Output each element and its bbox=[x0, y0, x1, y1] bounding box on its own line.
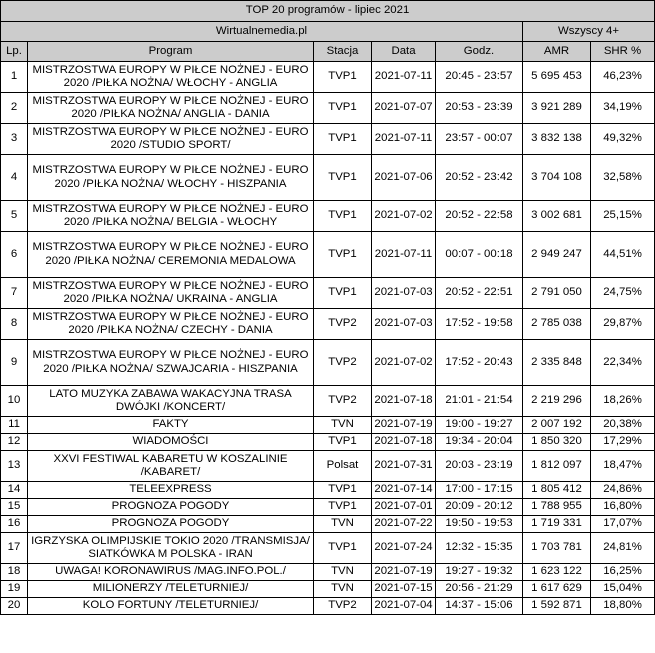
amr-value: 1 617 629 bbox=[523, 581, 591, 598]
row-number: 2 bbox=[1, 93, 28, 124]
station: TVP2 bbox=[314, 340, 372, 386]
air-time: 19:27 - 19:32 bbox=[436, 564, 523, 581]
air-date: 2021-07-15 bbox=[372, 581, 436, 598]
row-number: 12 bbox=[1, 434, 28, 451]
program-name: MISTRZOSTWA EUROPY W PIŁCE NOŻNEJ - EURO 2020 /PIŁKA NOŻNA/ WŁOCHY - ANGLIA bbox=[28, 62, 314, 93]
station: TVP1 bbox=[314, 434, 372, 451]
program-name: KOLO FORTUNY /TELETURNIEJ/ bbox=[28, 598, 314, 615]
air-time: 17:52 - 19:58 bbox=[436, 309, 523, 340]
header-lp: Lp. bbox=[1, 42, 28, 62]
table-title: TOP 20 programów - lipiec 2021 bbox=[1, 1, 655, 22]
air-time: 20:03 - 23:19 bbox=[436, 451, 523, 482]
air-date: 2021-07-18 bbox=[372, 386, 436, 417]
row-number: 1 bbox=[1, 62, 28, 93]
shr-value: 46,23% bbox=[591, 62, 655, 93]
air-time: 00:07 - 00:18 bbox=[436, 232, 523, 278]
header-shr: SHR % bbox=[591, 42, 655, 62]
amr-value: 1 850 320 bbox=[523, 434, 591, 451]
row-number: 3 bbox=[1, 124, 28, 155]
station: TVP1 bbox=[314, 499, 372, 516]
program-name: PROGNOZA POGODY bbox=[28, 516, 314, 533]
table-row bbox=[1, 482, 655, 499]
station: TVN bbox=[314, 581, 372, 598]
air-time: 20:52 - 22:58 bbox=[436, 201, 523, 232]
amr-value: 2 949 247 bbox=[523, 232, 591, 278]
shr-value: 49,32% bbox=[591, 124, 655, 155]
row-number: 20 bbox=[1, 598, 28, 615]
table-row bbox=[1, 581, 655, 598]
audience-label: Wszyscy 4+ bbox=[523, 22, 655, 42]
program-name: PROGNOZA POGODY bbox=[28, 499, 314, 516]
shr-value: 18,80% bbox=[591, 598, 655, 615]
station: TVN bbox=[314, 516, 372, 533]
station: TVP1 bbox=[314, 201, 372, 232]
shr-value: 16,80% bbox=[591, 499, 655, 516]
header-data: Data bbox=[372, 42, 436, 62]
station: TVP1 bbox=[314, 278, 372, 309]
shr-value: 34,19% bbox=[591, 93, 655, 124]
air-time: 17:52 - 20:43 bbox=[436, 340, 523, 386]
table-row bbox=[1, 93, 655, 124]
amr-value: 3 002 681 bbox=[523, 201, 591, 232]
table-row bbox=[1, 417, 655, 434]
amr-value: 3 704 108 bbox=[523, 155, 591, 201]
amr-value: 1 592 871 bbox=[523, 598, 591, 615]
row-number: 13 bbox=[1, 451, 28, 482]
amr-value: 1 805 412 bbox=[523, 482, 591, 499]
station: TVP1 bbox=[314, 124, 372, 155]
shr-value: 16,25% bbox=[591, 564, 655, 581]
air-time: 19:34 - 20:04 bbox=[436, 434, 523, 451]
program-name: WIADOMOŚCI bbox=[28, 434, 314, 451]
table-row bbox=[1, 451, 655, 482]
shr-value: 20,38% bbox=[591, 417, 655, 434]
row-number: 8 bbox=[1, 309, 28, 340]
shr-value: 15,04% bbox=[591, 581, 655, 598]
row-number: 17 bbox=[1, 533, 28, 564]
station: TVN bbox=[314, 564, 372, 581]
row-number: 15 bbox=[1, 499, 28, 516]
air-time: 20:45 - 23:57 bbox=[436, 62, 523, 93]
air-date: 2021-07-22 bbox=[372, 516, 436, 533]
air-date: 2021-07-31 bbox=[372, 451, 436, 482]
shr-value: 17,29% bbox=[591, 434, 655, 451]
program-name: MISTRZOSTWA EUROPY W PIŁCE NOŻNEJ - EURO 2020 /PIŁKA NOŻNA/ ANGLIA - DANIA bbox=[28, 93, 314, 124]
program-name: TELEEXPRESS bbox=[28, 482, 314, 499]
shr-value: 18,26% bbox=[591, 386, 655, 417]
program-name: MISTRZOSTWA EUROPY W PIŁCE NOŻNEJ - EURO 2020 /PIŁKA NOŻNA/ BELGIA - WŁOCHY bbox=[28, 201, 314, 232]
table-row bbox=[1, 278, 655, 309]
air-time: 19:00 - 19:27 bbox=[436, 417, 523, 434]
header-godz: Godz. bbox=[436, 42, 523, 62]
air-time: 20:52 - 22:51 bbox=[436, 278, 523, 309]
program-name: IGRZYSKA OLIMPIJSKIE TOKIO 2020 /TRANSMISJA/ SIATKÓWKA M POLSKA - IRAN bbox=[28, 533, 314, 564]
air-time: 21:01 - 21:54 bbox=[436, 386, 523, 417]
program-name: FAKTY bbox=[28, 417, 314, 434]
air-time: 12:32 - 15:35 bbox=[436, 533, 523, 564]
air-date: 2021-07-14 bbox=[372, 482, 436, 499]
station: TVP1 bbox=[314, 232, 372, 278]
air-date: 2021-07-19 bbox=[372, 417, 436, 434]
air-date: 2021-07-11 bbox=[372, 232, 436, 278]
shr-value: 25,15% bbox=[591, 201, 655, 232]
program-name: MISTRZOSTWA EUROPY W PIŁCE NOŻNEJ - EURO 2020 /STUDIO SPORT/ bbox=[28, 124, 314, 155]
table-row bbox=[1, 598, 655, 615]
amr-value: 2 335 848 bbox=[523, 340, 591, 386]
air-date: 2021-07-06 bbox=[372, 155, 436, 201]
amr-value: 1 719 331 bbox=[523, 516, 591, 533]
station: TVP1 bbox=[314, 482, 372, 499]
air-time: 20:56 - 21:29 bbox=[436, 581, 523, 598]
air-date: 2021-07-03 bbox=[372, 278, 436, 309]
amr-value: 3 832 138 bbox=[523, 124, 591, 155]
shr-value: 44,51% bbox=[591, 232, 655, 278]
shr-value: 24,86% bbox=[591, 482, 655, 499]
station: TVP1 bbox=[314, 62, 372, 93]
air-date: 2021-07-04 bbox=[372, 598, 436, 615]
shr-value: 24,81% bbox=[591, 533, 655, 564]
program-name: MISTRZOSTWA EUROPY W PIŁCE NOŻNEJ - EURO 2020 /PIŁKA NOŻNA/ SZWAJCARIA - HISZPANIA bbox=[28, 340, 314, 386]
program-name: LATO MUZYKA ZABAWA WAKACYJNA TRASA DWÓJKI /KONCERT/ bbox=[28, 386, 314, 417]
header-stacja: Stacja bbox=[314, 42, 372, 62]
row-number: 9 bbox=[1, 340, 28, 386]
station: TVP2 bbox=[314, 309, 372, 340]
air-date: 2021-07-11 bbox=[372, 124, 436, 155]
air-date: 2021-07-11 bbox=[372, 62, 436, 93]
air-time: 19:50 - 19:53 bbox=[436, 516, 523, 533]
program-name: MISTRZOSTWA EUROPY W PIŁCE NOŻNEJ - EURO 2020 /PIŁKA NOŻNA/ WŁOCHY - HISZPANIA bbox=[28, 155, 314, 201]
air-date: 2021-07-02 bbox=[372, 201, 436, 232]
station: Polsat bbox=[314, 451, 372, 482]
program-name: XXVI FESTIWAL KABARETU W KOSZALINIE /KABARET/ bbox=[28, 451, 314, 482]
program-name: MISTRZOSTWA EUROPY W PIŁCE NOŻNEJ - EURO 2020 /PIŁKA NOŻNA/ CEREMONIA MEDALOWA bbox=[28, 232, 314, 278]
table-row bbox=[1, 516, 655, 533]
row-number: 6 bbox=[1, 232, 28, 278]
air-date: 2021-07-02 bbox=[372, 340, 436, 386]
table-row bbox=[1, 232, 655, 278]
header-amr: AMR bbox=[523, 42, 591, 62]
air-date: 2021-07-24 bbox=[372, 533, 436, 564]
station: TVP2 bbox=[314, 386, 372, 417]
amr-value: 1 703 781 bbox=[523, 533, 591, 564]
row-number: 18 bbox=[1, 564, 28, 581]
amr-value: 2 785 038 bbox=[523, 309, 591, 340]
table-row bbox=[1, 564, 655, 581]
table-row bbox=[1, 499, 655, 516]
row-number: 16 bbox=[1, 516, 28, 533]
shr-value: 29,87% bbox=[591, 309, 655, 340]
amr-value: 1 788 955 bbox=[523, 499, 591, 516]
station: TVP1 bbox=[314, 93, 372, 124]
program-name: UWAGA! KORONAWIRUS /MAG.INFO.POL./ bbox=[28, 564, 314, 581]
air-date: 2021-07-03 bbox=[372, 309, 436, 340]
station: TVN bbox=[314, 417, 372, 434]
air-time: 17:00 - 17:15 bbox=[436, 482, 523, 499]
shr-value: 17,07% bbox=[591, 516, 655, 533]
shr-value: 18,47% bbox=[591, 451, 655, 482]
air-time: 23:57 - 00:07 bbox=[436, 124, 523, 155]
table-row bbox=[1, 309, 655, 340]
table-row bbox=[1, 201, 655, 232]
program-name: MISTRZOSTWA EUROPY W PIŁCE NOŻNEJ - EURO 2020 /PIŁKA NOŻNA/ UKRAINA - ANGLIA bbox=[28, 278, 314, 309]
station: TVP1 bbox=[314, 533, 372, 564]
air-date: 2021-07-01 bbox=[372, 499, 436, 516]
header-program: Program bbox=[28, 42, 314, 62]
row-number: 14 bbox=[1, 482, 28, 499]
shr-value: 22,34% bbox=[591, 340, 655, 386]
air-time: 20:53 - 23:39 bbox=[436, 93, 523, 124]
shr-value: 24,75% bbox=[591, 278, 655, 309]
row-number: 10 bbox=[1, 386, 28, 417]
row-number: 11 bbox=[1, 417, 28, 434]
table-row bbox=[1, 62, 655, 93]
air-date: 2021-07-18 bbox=[372, 434, 436, 451]
amr-value: 2 219 296 bbox=[523, 386, 591, 417]
row-number: 7 bbox=[1, 278, 28, 309]
amr-value: 2 791 050 bbox=[523, 278, 591, 309]
shr-value: 32,58% bbox=[591, 155, 655, 201]
air-date: 2021-07-19 bbox=[372, 564, 436, 581]
table-row bbox=[1, 386, 655, 417]
table-row bbox=[1, 340, 655, 386]
row-number: 4 bbox=[1, 155, 28, 201]
station: TVP2 bbox=[314, 598, 372, 615]
source-label: Wirtualnemedia.pl bbox=[1, 22, 523, 42]
amr-value: 1 623 122 bbox=[523, 564, 591, 581]
station: TVP1 bbox=[314, 155, 372, 201]
table-row bbox=[1, 533, 655, 564]
amr-value: 3 921 289 bbox=[523, 93, 591, 124]
amr-value: 1 812 097 bbox=[523, 451, 591, 482]
air-time: 20:09 - 20:12 bbox=[436, 499, 523, 516]
row-number: 5 bbox=[1, 201, 28, 232]
air-date: 2021-07-07 bbox=[372, 93, 436, 124]
program-name: MILIONERZY /TELETURNIEJ/ bbox=[28, 581, 314, 598]
amr-value: 2 007 192 bbox=[523, 417, 591, 434]
table-row bbox=[1, 155, 655, 201]
row-number: 19 bbox=[1, 581, 28, 598]
program-name: MISTRZOSTWA EUROPY W PIŁCE NOŻNEJ - EURO 2020 /PIŁKA NOŻNA/ CZECHY - DANIA bbox=[28, 309, 314, 340]
air-time: 14:37 - 15:06 bbox=[436, 598, 523, 615]
table-row bbox=[1, 124, 655, 155]
table-row bbox=[1, 434, 655, 451]
air-time: 20:52 - 23:42 bbox=[436, 155, 523, 201]
amr-value: 5 695 453 bbox=[523, 62, 591, 93]
